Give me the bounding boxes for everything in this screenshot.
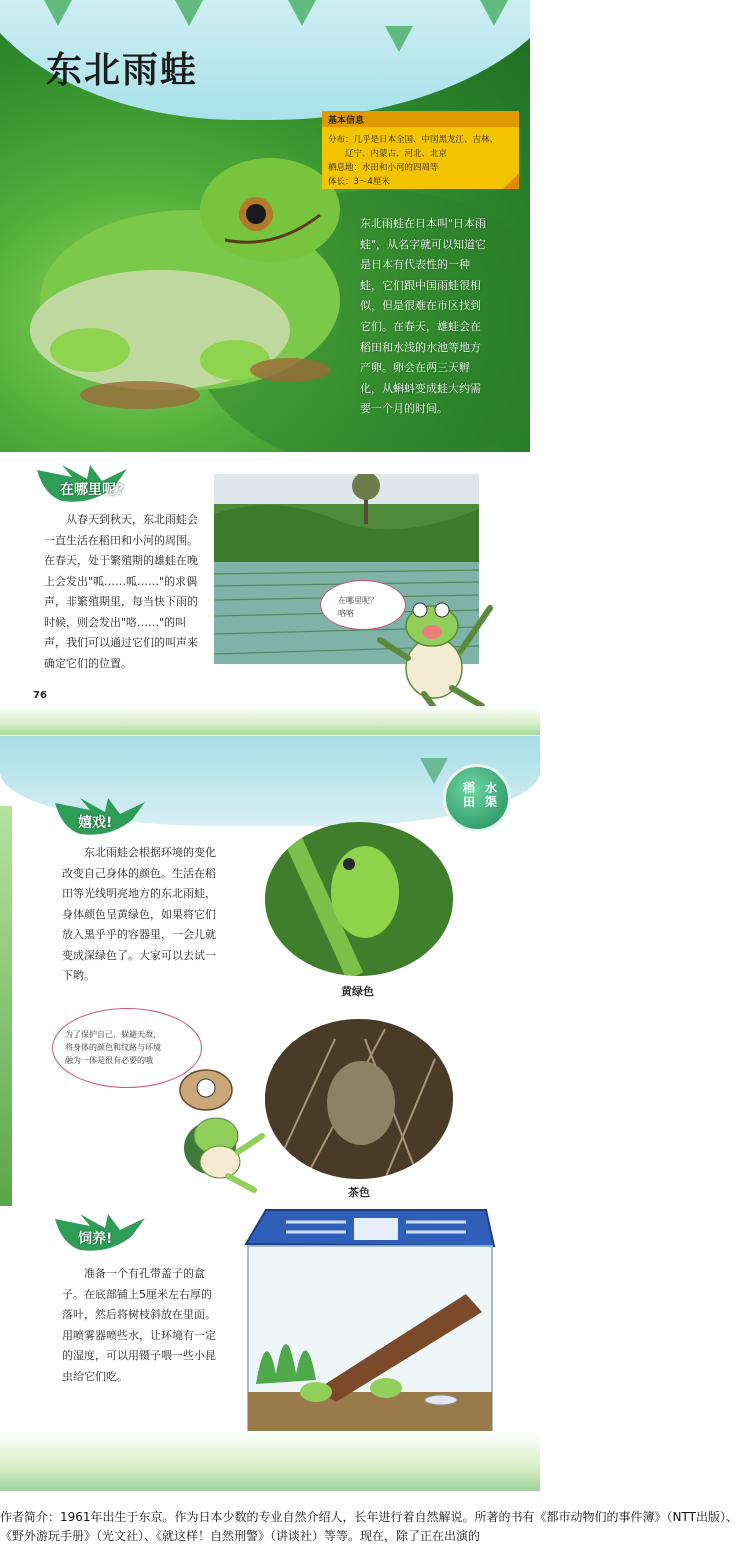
green-frog-photo bbox=[265, 822, 453, 976]
bubble-line: 融为一体是很有必要的哦 bbox=[65, 1056, 153, 1065]
section-heading-feed bbox=[50, 1214, 170, 1259]
brown-frog-photo bbox=[265, 1019, 453, 1179]
cartoon-frog-hat-icon bbox=[158, 1066, 268, 1196]
book-page-76 bbox=[0, 0, 540, 735]
caption-yellow-green: 黄绿色 bbox=[341, 985, 374, 998]
basic-info-header: 基本信息 bbox=[322, 111, 519, 127]
page-bottom-grass bbox=[0, 1431, 540, 1491]
book-page-77 bbox=[0, 736, 540, 1491]
badge-text: 田 bbox=[463, 795, 476, 809]
badge-text: 水 bbox=[485, 781, 498, 795]
grass-decoration bbox=[420, 758, 448, 784]
basic-info-box bbox=[322, 111, 519, 189]
cartoon-frog-icon bbox=[372, 588, 502, 723]
section-heading-text: 在哪里呢? bbox=[60, 482, 125, 498]
play-paragraph: 东北雨蛙会根据环境的变化改变自己身体的颜色。生活在稻田等光线明亮地方的东北雨蛙，身体颜色呈黄绿色，如果将它们放入黑乎乎的容器里，一会儿就变成深绿色了。大家可以去试一下哟。 bbox=[62, 846, 216, 982]
section-heading-text: 嬉戏! bbox=[78, 815, 113, 831]
author-bio: 作者简介：1961年出生于东京。作为日本少数的专业自然介绍人，长年进行着自然解说。所著的书有《都市动物们的事件簿》（NTT出版）、《野外游玩手册》（光文社）、《就这样！自然刑警》（讲谈社）等等。现在，除了正在出演的 bbox=[0, 1510, 738, 1543]
page-title: 东北雨蛙 bbox=[46, 50, 199, 91]
info-line: 分布：几乎是日本全国、中国黑龙江、吉林、 bbox=[328, 135, 499, 145]
terrarium-illustration bbox=[236, 1204, 498, 1438]
left-edge-strip bbox=[0, 806, 12, 1206]
grass-decoration bbox=[480, 0, 508, 26]
grass-decoration bbox=[44, 0, 72, 26]
where-paragraph: 从春天到秋天，东北雨蛙会一直生活在稻田和小河的周围。在春天，处于繁殖期的雄蛙在晚上会发出"呱……呱……"的求偶声，非繁殖期里，每当快下雨的时候，则会发出"咯……"的叫声，我们可以通过它们的叫声来确定它们的位置。 bbox=[44, 513, 198, 670]
topic-badge bbox=[443, 764, 511, 832]
info-line: 辽宁、内蒙古、河北、北京 bbox=[328, 149, 448, 159]
feed-paragraph: 准备一个有孔带盖子的盒子。在底部铺上5厘米左右厚的落叶，然后将树枝斜放在里面。用喷雾器喷些水，让环境有一定的湿度，可以用镊子喂一些小昆虫给它们吃。 bbox=[62, 1267, 216, 1383]
yellow-green-frog-image bbox=[265, 822, 453, 976]
info-box-corner bbox=[503, 173, 519, 189]
caption-brown: 茶色 bbox=[348, 1186, 370, 1199]
page-number: 76 bbox=[33, 690, 47, 701]
bubble-line: 为了保护自己、躲避天敌， bbox=[65, 1030, 161, 1039]
badge-text: 稻 bbox=[463, 781, 476, 795]
grass-decoration bbox=[288, 0, 316, 26]
section-heading-play bbox=[50, 798, 170, 843]
bubble-line: 在哪里呢？ bbox=[338, 596, 378, 605]
bubble-line: 将身体的颜色和纹路与环境 bbox=[65, 1043, 161, 1052]
brown-frog-image bbox=[265, 1019, 453, 1179]
grass-decoration bbox=[385, 26, 413, 52]
info-line: 体长：3～4厘米 bbox=[328, 177, 390, 187]
section-heading-where bbox=[32, 465, 152, 510]
badge-text: 渠 bbox=[485, 795, 498, 809]
page-bottom-grass bbox=[0, 706, 540, 735]
hero-description: 东北雨蛙在日本叫"日本雨蛙"，从名字就可以知道它是日本有代表性的一种蛙，它们跟中国雨蛙很相似，但是很难在市区找到它们。在春天，雄蛙会在稻田和水浅的水池等地方产卵。卵会在两三天孵化，从蝌蚪变成蛙大约需要一个月的时间。 bbox=[360, 217, 487, 416]
section-heading-text: 饲养! bbox=[78, 1231, 113, 1247]
grass-decoration bbox=[175, 0, 203, 26]
bubble-line: 咯咯 bbox=[338, 609, 354, 618]
info-line: 栖息地：水田和小河的四周等 bbox=[328, 163, 439, 173]
